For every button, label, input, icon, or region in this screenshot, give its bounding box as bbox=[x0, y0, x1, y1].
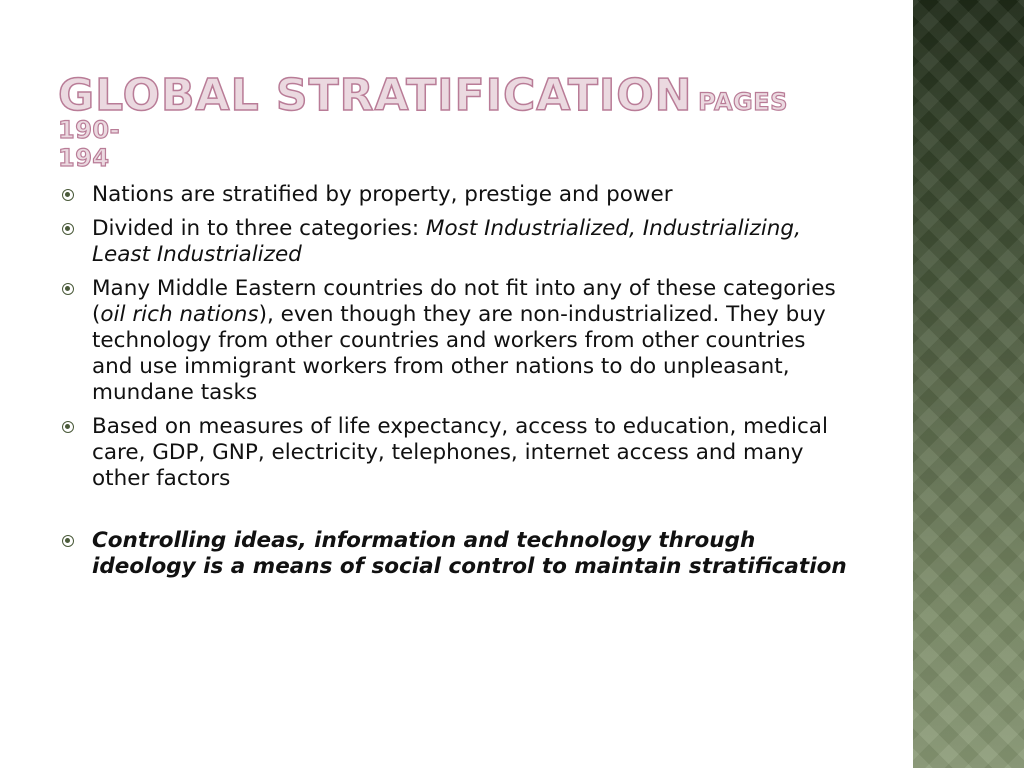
circled-dot-icon bbox=[62, 421, 74, 433]
bullet-text-emphasis: Controlling ideas, information and technology through ideology is a means of social control to maintain stratification bbox=[92, 528, 847, 579]
bullet-item bbox=[62, 276, 852, 406]
bullet-text-italic: Most Industrialized, Industrializing, Least Industrialized bbox=[92, 216, 801, 267]
title-pages-line1: PAGES 190- bbox=[58, 88, 788, 144]
bullet-item bbox=[62, 182, 852, 208]
circled-dot-icon bbox=[62, 189, 74, 201]
decorative-side-panel bbox=[913, 0, 1024, 768]
circled-dot-icon bbox=[62, 283, 74, 295]
title-main: GLOBAL STRATIFICATION bbox=[58, 70, 693, 121]
bullet-item bbox=[62, 216, 852, 268]
bullet-item bbox=[62, 414, 852, 492]
slide-title bbox=[58, 70, 858, 172]
bullet-text: Nations are stratified by property, prestige and power bbox=[92, 182, 673, 207]
bullet-text: ), even though they are non-industrialized. They buy technology from other countries and workers from other countries and use immigrant workers from other nations to do unpleasant, mundane tasks bbox=[92, 302, 826, 405]
bullet-text: Based on measures of life expectancy, access to education, medical care, GDP, GNP, electricity, telephones, internet access and many other factors bbox=[92, 414, 828, 491]
circled-dot-icon bbox=[62, 535, 74, 547]
bullet-list bbox=[62, 182, 852, 588]
bullet-text: Many Middle Eastern countries do not fit into any of these categories ( bbox=[92, 276, 836, 327]
bullet-text-italic: oil rich nations bbox=[100, 302, 259, 327]
bullet-text: Divided in to three categories: bbox=[92, 216, 426, 241]
circled-dot-icon bbox=[62, 223, 74, 235]
title-pages-line2: 194 bbox=[58, 144, 110, 172]
bullet-item bbox=[62, 528, 852, 580]
